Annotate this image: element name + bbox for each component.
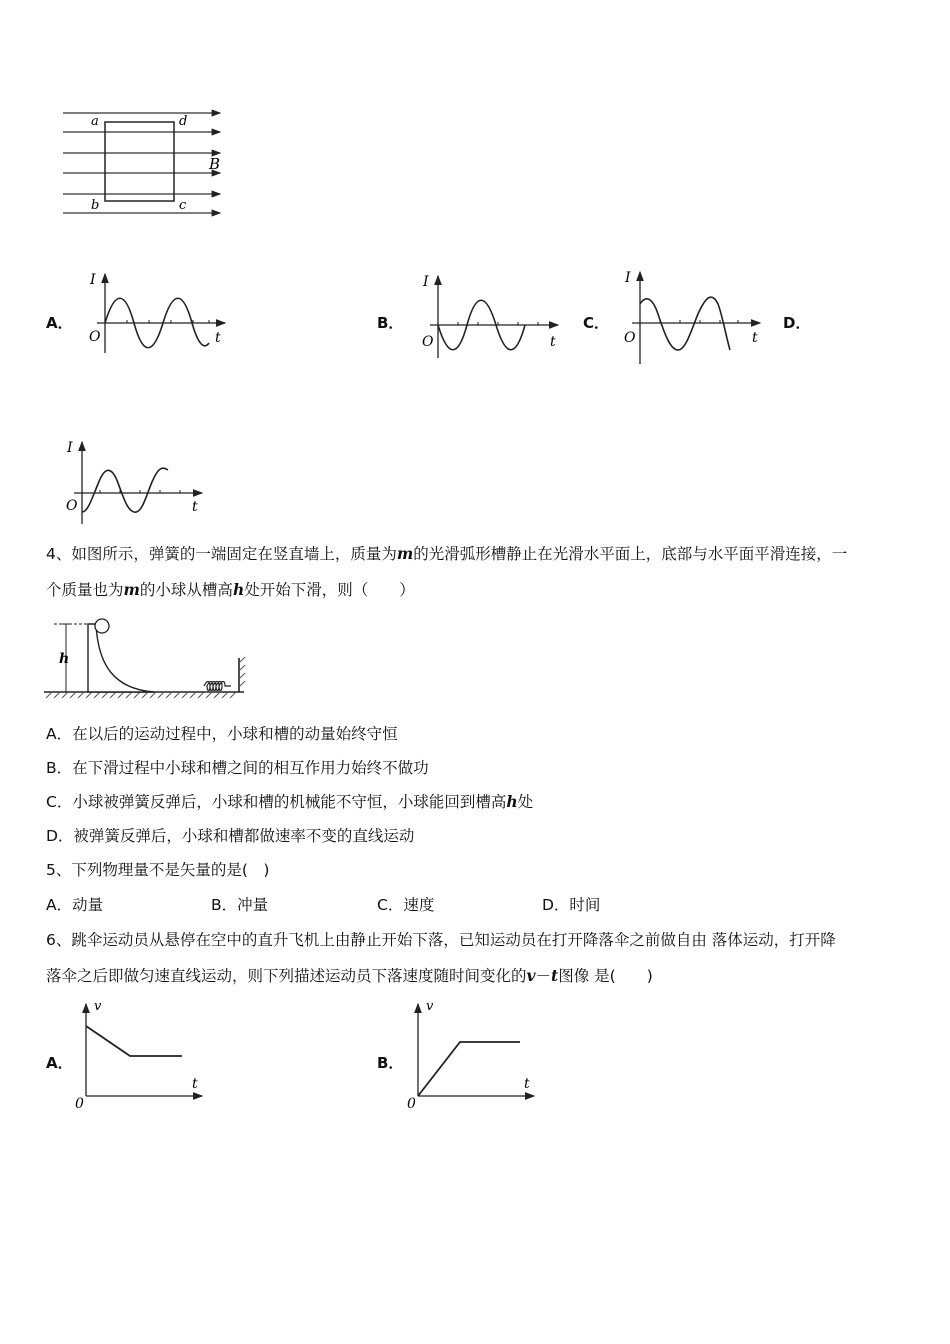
- corner-c-label: c: [179, 198, 187, 213]
- q6-stem-line1: 6、跳伞运动员从悬停在空中的直升飞机上由静止开始下落，已知运动员在打开降落伞之前做自由 落体运动，打开降: [46, 931, 836, 949]
- q4-option-c[interactable]: [46, 792, 533, 812]
- origin-label: 0: [407, 1096, 416, 1112]
- origin-label: O: [66, 498, 78, 514]
- q5-stem: 5、下列物理量不是矢量的是( ): [46, 861, 270, 879]
- origin-label: O: [624, 330, 636, 346]
- axis-t-label: t: [752, 330, 758, 346]
- q4-option-b[interactable]: B．在下滑过程中小球和槽之间的相互作用力始终不做功: [46, 759, 429, 777]
- ball: [95, 619, 109, 633]
- q3-option-b-graph: [418, 270, 568, 360]
- q6-option-b-label[interactable]: B．: [377, 1054, 404, 1072]
- var-h: h: [232, 580, 245, 599]
- q6-option-a-label[interactable]: A．: [46, 1054, 73, 1072]
- q4-option-c-text: 处: [517, 793, 534, 811]
- q6-text: 图像 是( ): [558, 967, 653, 985]
- axis-i-label: I: [423, 274, 429, 290]
- var-h: h: [506, 792, 518, 811]
- q4-option-d[interactable]: D．被弹簧反弹后，小球和槽都做速率不变的直线运动: [46, 827, 415, 845]
- v-t-line: [418, 1042, 520, 1096]
- v-t-line: [86, 1026, 182, 1056]
- q4-text: 4、如图所示，弹簧的一端固定在竖直墙上，质量为: [46, 545, 397, 563]
- q5-option-d[interactable]: D．时间: [542, 896, 601, 914]
- axis-v-label: v: [94, 999, 102, 1014]
- q4-option-a[interactable]: A．在以后的运动过程中，小球和槽的动量始终守恒: [46, 725, 398, 743]
- q5-option-b[interactable]: B．冲量: [211, 896, 269, 914]
- q4-text: 个质量也为: [46, 581, 124, 599]
- q6-text: 落伞之后即做匀速直线运动，则下列描述运动员下落速度随时间变化的: [46, 967, 527, 985]
- axis-t-label: t: [192, 499, 198, 515]
- corner-d-label: d: [179, 114, 188, 129]
- axis-i-label: I: [625, 270, 631, 286]
- q3-option-a-graph: [85, 268, 235, 358]
- height-h-label: h: [59, 651, 70, 667]
- q3-option-d-graph: [62, 436, 212, 526]
- axis-t-label: t: [550, 334, 556, 350]
- axis-i-label: I: [67, 440, 73, 456]
- sine-curve: [82, 468, 168, 512]
- q6-text: －: [535, 967, 552, 985]
- origin-label: O: [422, 334, 434, 350]
- var-m: m: [396, 544, 414, 563]
- q4-stem-line2: [46, 580, 415, 600]
- curved-groove: [88, 624, 154, 692]
- spring: [204, 682, 231, 691]
- q3-option-b-label[interactable]: B．: [377, 314, 404, 332]
- origin-label: 0: [75, 1096, 84, 1112]
- axis-i-label: I: [90, 272, 96, 288]
- q3-option-c-label[interactable]: C．: [583, 314, 610, 332]
- q4-option-c-text: C．小球被弹簧反弹后，小球和槽的机械能不守恒，小球能回到槽高: [46, 793, 507, 811]
- var-m: m: [123, 580, 140, 599]
- field-b-label: B: [209, 155, 221, 173]
- q4-text: 的小球从槽高: [139, 581, 233, 599]
- q3-option-a-label[interactable]: A．: [46, 314, 73, 332]
- q3-option-c-graph: [620, 266, 770, 366]
- q5-option-a[interactable]: A．动量: [46, 896, 104, 914]
- var-v: v: [526, 966, 536, 985]
- q4-figure: [44, 615, 249, 700]
- q4-stem-line1: [46, 544, 847, 564]
- corner-b-label: b: [91, 198, 100, 213]
- wire-loop: [105, 122, 174, 201]
- q5-option-c[interactable]: C．速度: [377, 896, 435, 914]
- origin-label: O: [89, 329, 101, 345]
- q4-text: 处开始下滑，则（ ）: [244, 581, 415, 599]
- q6-option-a-graph: [70, 996, 215, 1114]
- magnetic-field-figure: [55, 105, 235, 220]
- corner-a-label: a: [91, 114, 99, 129]
- axis-t-label: t: [524, 1076, 530, 1092]
- q6-stem-line2: [46, 966, 653, 986]
- q4-text: 的光滑弧形槽静止在光滑水平面上，底部与水平面平滑连接，一: [413, 545, 848, 563]
- q3-option-d-label[interactable]: D．: [783, 314, 811, 332]
- axis-t-label: t: [215, 330, 221, 346]
- axis-v-label: v: [426, 999, 434, 1014]
- var-t: t: [551, 966, 559, 985]
- axis-t-label: t: [192, 1076, 198, 1092]
- q6-option-b-graph: [402, 996, 547, 1114]
